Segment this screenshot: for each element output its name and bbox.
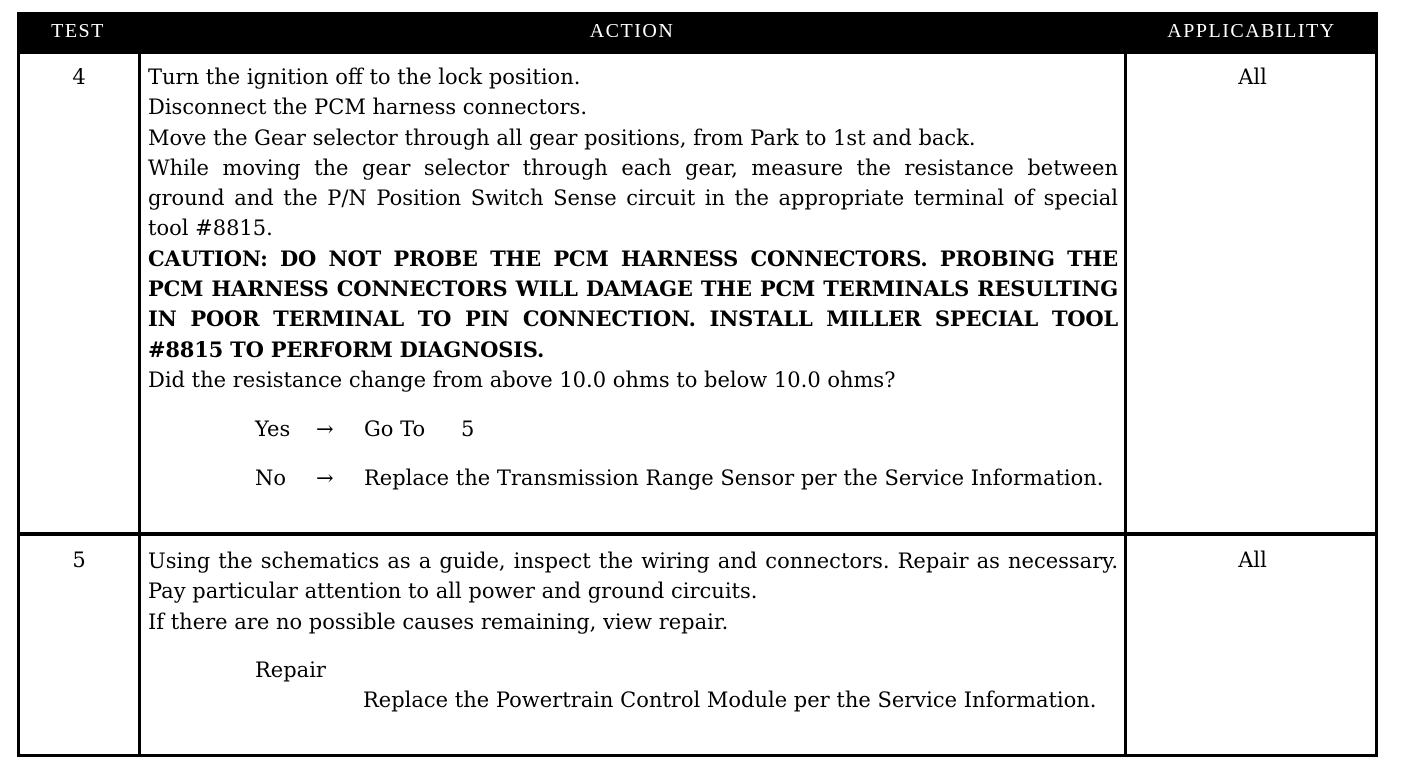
step-text: If there are no possible causes remaining, view repair. [148, 609, 729, 634]
step-text: While moving the gear selector through each gear, measure the resistance between ground and the P/N Position Switch Sense circuit in the appropriate terminal of special tool #8815. [148, 155, 1118, 241]
step-text: Turn the ignition off to the lock position. [148, 65, 581, 89]
goto-step-link[interactable]: 5 [461, 417, 475, 442]
step-text: Disconnect the PCM harness connectors. [148, 95, 588, 120]
yes-branch [148, 414, 1118, 444]
column-divider [1124, 54, 1127, 754]
test-number-5: 5 [72, 548, 86, 572]
arrow-right-icon: → [316, 466, 334, 491]
caution-text: CAUTION: DO NOT PROBE THE PCM HARNESS CONNECTORS. PROBING THE PCM HARNESS CONNECTORS WILL DAMAGE THE PCM TERMINALS RESULTING IN POOR TERMINAL TO PIN CONNECTION. INSTALL MILLER SPECIAL TOOL #8815 TO PERFORM DIAGNOSIS. [148, 245, 1118, 362]
table-body [17, 51, 1378, 757]
column-header-test: TEST [17, 12, 139, 51]
action-cell-4 [148, 62, 1118, 523]
step-text: Using the schematics as a guide, inspect the wiring and connectors. Repair as necessary. Pay particular attention to all power and ground circuits. [148, 549, 1118, 604]
column-header-action: ACTION [139, 12, 1125, 51]
yes-label: Yes [255, 417, 291, 442]
no-label: No [255, 466, 287, 491]
test-number-4: 4 [72, 65, 86, 89]
no-result: Replace the Transmission Range Sensor per the Service Information. [364, 466, 1104, 491]
no-branch [148, 463, 1118, 523]
row-divider [20, 532, 1375, 536]
diagnostic-procedure-table [17, 12, 1378, 757]
applicability-5: All [1238, 548, 1267, 572]
applicability-4: All [1238, 65, 1267, 89]
arrow-right-icon: → [316, 417, 334, 442]
step-text: Move the Gear selector through all gear positions, from Park to 1st and back. [148, 125, 976, 150]
action-cell-5 [148, 546, 1118, 715]
yes-result: Go To [364, 417, 426, 442]
repair-text: Replace the Powertrain Control Module per the Service Information. [363, 688, 1097, 713]
column-divider [138, 54, 141, 754]
repair-label: Repair [255, 657, 326, 682]
question-text: Did the resistance change from above 10.0 ohms to below 10.0 ohms? [148, 367, 896, 392]
column-header-applicability: APPLICABILITY [1125, 12, 1378, 51]
